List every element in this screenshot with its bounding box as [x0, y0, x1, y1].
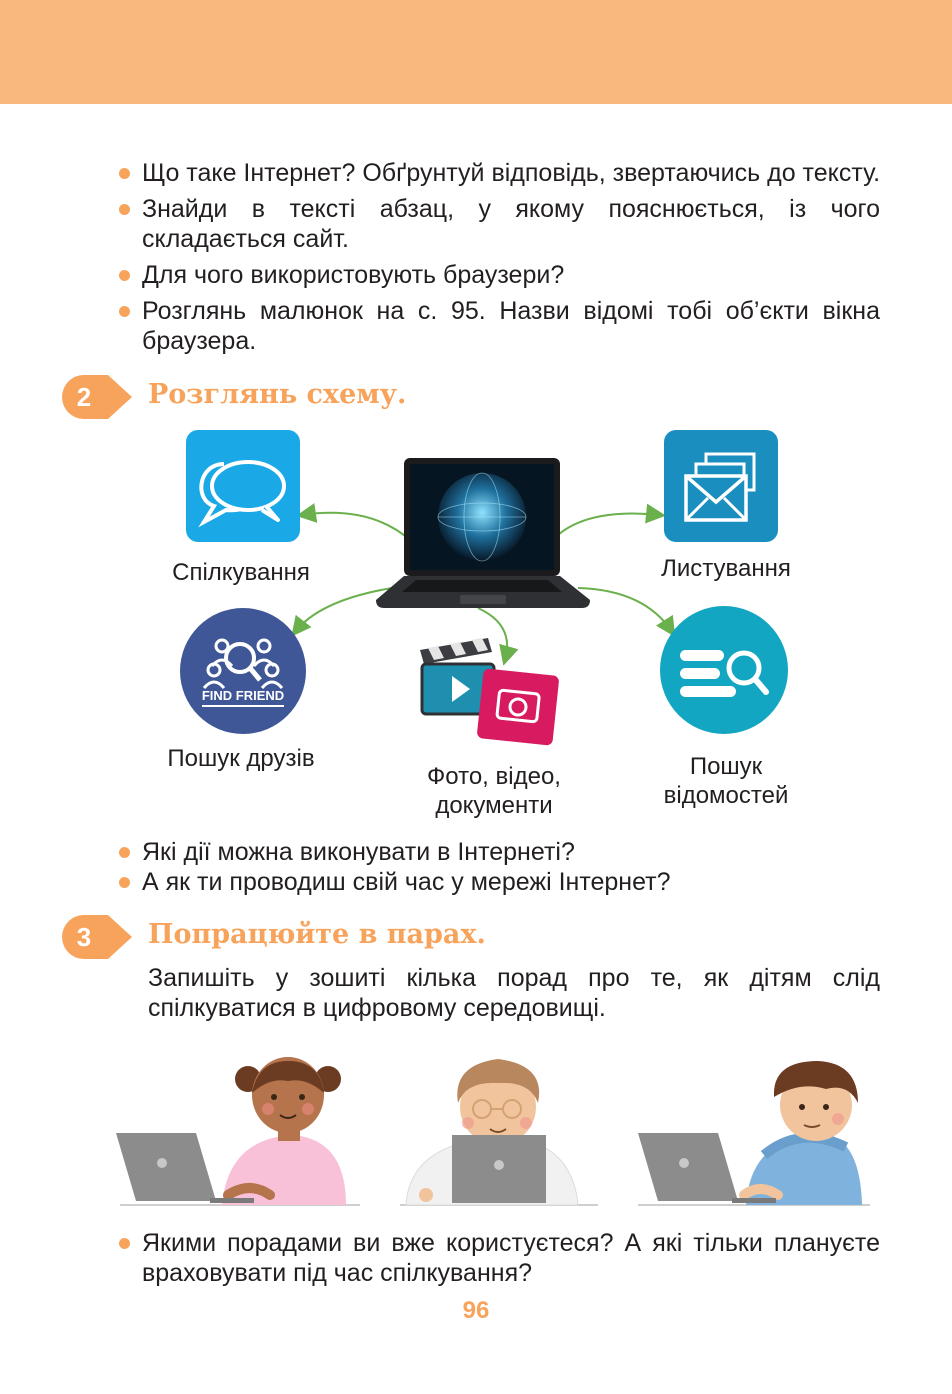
label-search-line2: відомостей	[663, 782, 789, 809]
question-list-middle	[118, 837, 880, 897]
question-item: Що таке Інтернет? Обґрунтуй відповідь, звертаючись до тексту.	[118, 158, 880, 188]
find-friend-text: FIND FRIEND	[201, 688, 285, 703]
label-mail: Листування	[661, 555, 791, 582]
kids-at-laptops-illustration	[110, 1055, 870, 1210]
laptop-globe-image	[376, 458, 592, 610]
label-search	[628, 752, 824, 810]
label-chat: Спілкування	[172, 559, 310, 586]
boy-figure	[744, 1061, 862, 1205]
girl-figure	[222, 1057, 346, 1205]
label-search-line1: Пошук	[689, 753, 763, 780]
laptop-middle	[452, 1135, 546, 1203]
task-number: 2	[76, 382, 92, 412]
task-3-text: Запишіть у зошиті кілька порад про те, як дітям слід спілкуватися в цифровому середовищі.	[148, 964, 880, 1022]
task-number: 3	[76, 922, 92, 952]
search-info-icon	[660, 606, 788, 734]
arrow-to-search	[578, 588, 672, 632]
label-media-line1: Фото, відео,	[427, 763, 561, 790]
question-item: Для чого використовують браузери?	[118, 260, 880, 290]
question-list-bottom	[118, 1228, 880, 1294]
task-title: Розглянь схему.	[148, 379, 407, 410]
question-item: А як ти проводиш свій час у мережі Інтернет?	[118, 867, 880, 897]
chat-icon	[186, 430, 300, 542]
question-item: Знайди в тексті абзац, у якому пояснюється, із чого складається сайт.	[118, 194, 880, 254]
question-item: Які дії можна виконувати в Інтернеті?	[118, 837, 880, 867]
label-media-line2: документи	[435, 792, 553, 819]
page-number: 96	[462, 1297, 490, 1324]
label-friends: Пошук друзів	[167, 745, 315, 772]
media-icon	[414, 630, 560, 746]
question-item: Якими порадами ви вже користуєтеся? А які тільки плануєте враховувати під час спілкування?	[118, 1228, 880, 1288]
find-friend-icon	[180, 608, 306, 734]
task-title: Попрацюйте в парах.	[148, 919, 486, 950]
mail-icon	[664, 430, 778, 542]
question-item: Розглянь малюнок на с. 95. Назви відомі тобі об’єкти вікна браузера.	[118, 296, 880, 356]
label-media	[394, 762, 594, 820]
